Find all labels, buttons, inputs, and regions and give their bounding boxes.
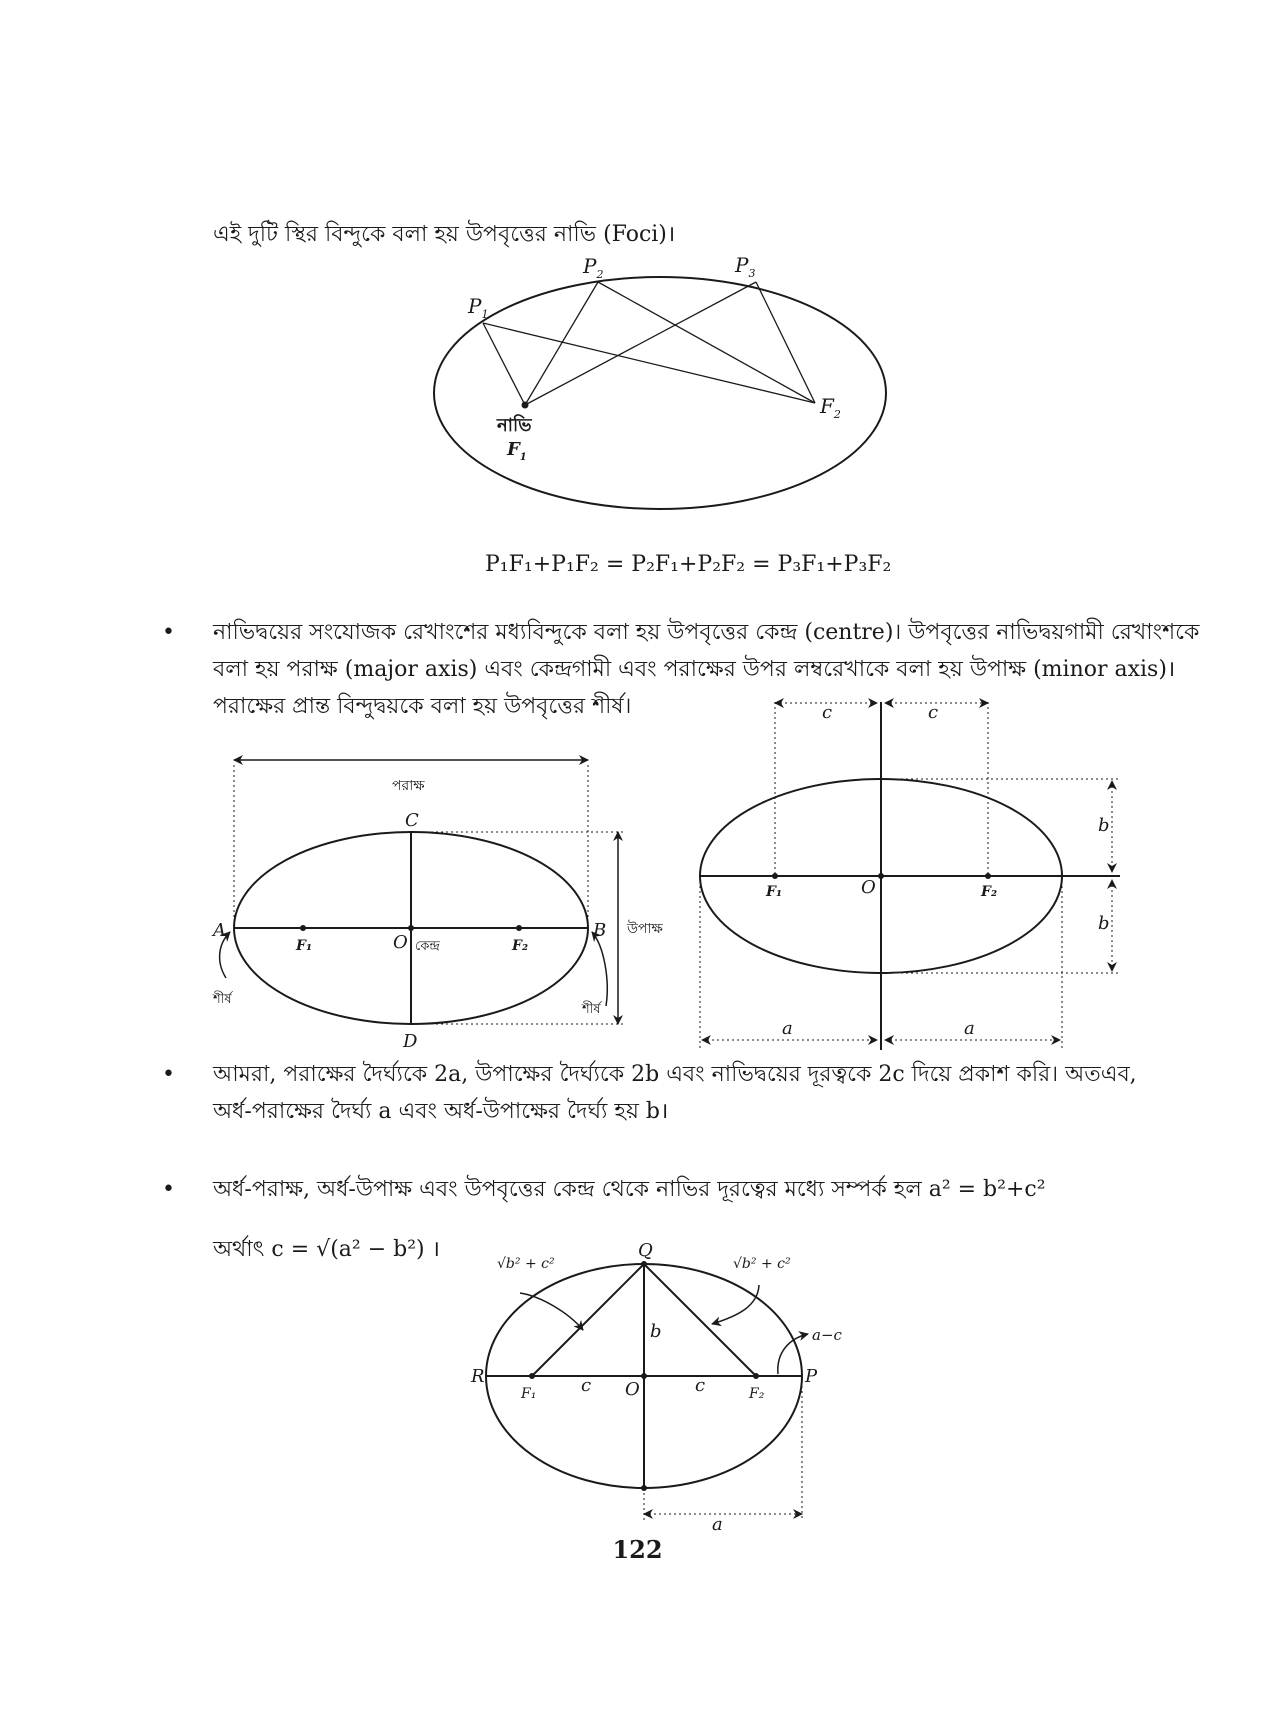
fig1-label-p2: $P_2$ [583, 254, 604, 281]
fig4-label-c-right: c [695, 1375, 706, 1396]
bullet: • [162, 1062, 175, 1087]
fig4-label-q: Q [638, 1240, 653, 1261]
fig2-focus1-dot [300, 925, 306, 931]
fig2-label-c: C [405, 810, 419, 831]
fig4-label-a: a [712, 1514, 723, 1535]
fig2-focus2-dot [516, 925, 522, 931]
para3-line1: অর্ধ-পরাক্ষ, অর্ধ-উপাক্ষ এবং উপবৃত্তের কেন্দ্র থেকে নাভির দূরত্বের মধ্যে সম্পর্ক হল a² = b²+c² [213, 1177, 1046, 1202]
bullet: • [162, 620, 175, 645]
fig4-label-b: b [650, 1321, 662, 1342]
fig2-label-b: B [593, 920, 607, 941]
fig4-label-c-left: c [581, 1375, 592, 1396]
fig2-label-f2: F₂ [512, 938, 529, 954]
fig4-label-hyp-left: √b² + c² [497, 1256, 555, 1272]
fig4-centre-dot [641, 1373, 647, 1379]
fig4-bottom-dot [641, 1485, 647, 1491]
para1-line1: নাভিদ্বয়ের সংযোজক রেখাংশের মধ্যবিন্দুকে বলা হয় উপবৃত্তের কেন্দ্র (centre)। উপবৃত্তের নাভিদ্বয়গামী রেখাংশকে [213, 620, 1200, 645]
fig4-label-f2: F₂ [749, 1386, 765, 1402]
fig1-label-p3: $P_3$ [735, 253, 756, 280]
fig2-vertex-label-left: শীর্ষ [213, 992, 232, 1007]
fig1-label-p1: $P_1$ [468, 294, 489, 321]
fig1-label-f2: $F_2$ [820, 394, 841, 421]
para2-line2: অর্ধ-পরাক্ষের দৈর্ঘ্য a এবং অর্ধ-উপাক্ষের দৈর্ঘ্য হয় b। [213, 1099, 669, 1124]
fig4-focus1-dot [529, 1373, 535, 1379]
fig4-q-dot [641, 1261, 647, 1267]
fig4-label-f1: F₁ [521, 1386, 537, 1402]
fig3-label-b-top: b [1098, 815, 1110, 836]
fig3-centre-dot [878, 873, 884, 879]
fig2-centre-label: কেন্দ্র [415, 939, 440, 954]
fig1-ellipse-foci [434, 277, 886, 509]
fig2-vertex-label-right: শীর্ষ [582, 1002, 601, 1017]
fig4-label-p: P [805, 1366, 818, 1387]
fig1-label-f1: $F_1$ [507, 439, 527, 463]
fig1-focus1-dot [522, 402, 529, 409]
fig2-label-o: O [393, 932, 408, 953]
fig3-focus2-dot [985, 873, 991, 879]
fig2-label-a: A [213, 920, 226, 941]
fig3-label-a-left: a [782, 1018, 793, 1039]
page-number: 122 [612, 1535, 663, 1564]
para2-line1: আমরা, পরাক্ষের দৈর্ঘ্যকে 2a, উপাক্ষের দৈর্ঘ্যকে 2b এবং নাভিদ্বয়ের দূরত্বকে 2c দিয়ে প্রকাশ করি। অতএব, [213, 1062, 1137, 1087]
fig2-minor-axis-label: উপাক্ষ [627, 921, 663, 937]
fig1-ellipse [434, 277, 886, 509]
fig3-label-a-right: a [964, 1018, 975, 1039]
fig3-label-b-bottom: b [1098, 913, 1110, 934]
fig4-focus2-dot [753, 1373, 759, 1379]
fig2-label-f1: F₁ [296, 938, 313, 954]
fig2-major-axis-label: পরাক্ষ [392, 778, 425, 794]
fig2-label-d: D [403, 1031, 418, 1052]
para1-line2: বলা হয় পরাক্ষ (major axis) এবং কেন্দ্রগামী এবং পরাক্ষের উপর লম্বরেখাকে বলা হয় উপাক্ষ (minor axis)। [213, 657, 1176, 682]
para3-line2: অর্থাৎ c = √(a² − b²) । [213, 1237, 440, 1262]
fig4-label-o: O [625, 1379, 640, 1400]
fig3-label-f1: F₁ [766, 884, 783, 900]
equation-foci-sum: P₁F₁+P₁F₂ = P₂F₁+P₂F₂ = P₃F₁+P₃F₂ [485, 552, 892, 577]
fig3-ellipse-axes [700, 702, 1120, 1050]
fig4-label-hyp-right: √b² + c² [733, 1256, 791, 1272]
fig1-label-focus-word: নাভি [497, 415, 532, 436]
bullet: • [162, 1177, 175, 1202]
fig2-ellipse-axes [220, 760, 626, 1024]
fig3-label-c-right: c [928, 702, 939, 723]
intro-line: এই দুটি স্থির বিন্দুকে বলা হয় উপবৃত্তের নাভি (Foci)। [213, 222, 676, 247]
fig4-label-a-minus-c: a−c [812, 1326, 842, 1344]
fig3-label-o: O [861, 877, 876, 898]
para1-line3: পরাক্ষের প্রান্ত বিন্দুদ্বয়কে বলা হয় উপবৃত্তের শীর্ষ। [213, 694, 632, 719]
fig3-label-c-left: c [822, 702, 833, 723]
fig3-label-f2: F₂ [981, 884, 998, 900]
fig4-label-r: R [471, 1366, 485, 1387]
fig2-centre-dot [408, 925, 414, 931]
fig3-focus1-dot [772, 873, 778, 879]
